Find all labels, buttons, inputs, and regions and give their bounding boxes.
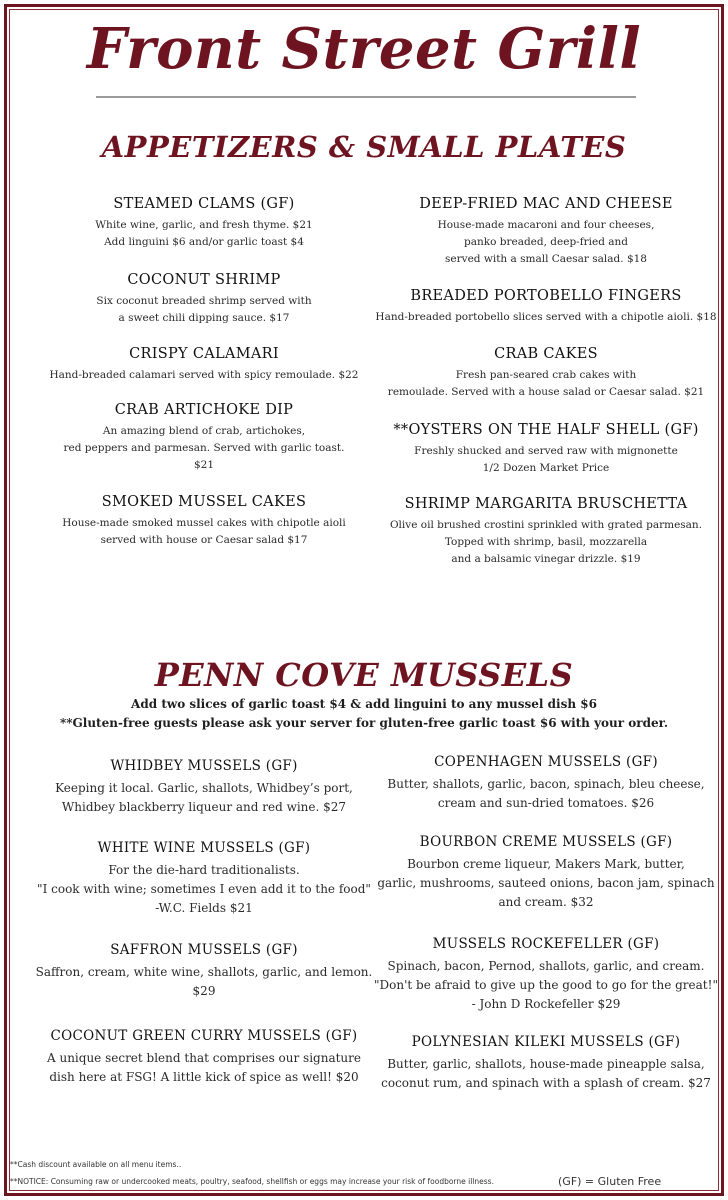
item-description — [366, 443, 726, 477]
desc-line: Butter, garlic, shallots, house-made pineapple salsa, — [387, 1057, 705, 1071]
menu-item — [24, 1028, 384, 1087]
gluten-free-key: (GF) = Gluten Free — [558, 1175, 662, 1188]
desc-line: and cream. $32 — [498, 895, 594, 909]
desc-line: garlic, mushrooms, sauteed onions, bacon jam, spinach — [377, 876, 715, 890]
desc-line: $29 — [192, 984, 216, 998]
desc-line: An amazing blend of crab, artichokes, — [102, 425, 306, 437]
item-name: BREADED PORTOBELLO FINGERS — [410, 288, 682, 304]
menu-item — [366, 196, 726, 268]
desc-line: Saffron, cream, white wine, shallots, garlic, and lemon. — [35, 965, 373, 979]
menu-item — [366, 346, 726, 401]
item-name: SAFFRON MUSSELS (GF) — [110, 942, 298, 958]
desc-line: 1/2 Dozen Market Price — [482, 462, 610, 474]
desc-line: Topped with shrimp, basil, mozzarella — [444, 536, 648, 548]
gluten-free-note: **Gluten-free guests please ask your server for gluten-free garlic toast $6 with your order. — [59, 716, 669, 730]
menu-item — [366, 936, 726, 1014]
item-description — [24, 423, 384, 474]
desc-line: "Don't be afraid to give up the good to go for the great!" — [374, 978, 718, 992]
desc-line: Olive oil brushed crostini sprinkled with grated parmesan. — [389, 519, 703, 531]
title-divider — [96, 96, 636, 98]
item-name: SMOKED MUSSEL CAKES — [101, 494, 307, 510]
menu-item — [24, 272, 384, 327]
desc-line: Six coconut breaded shrimp served with — [96, 295, 312, 307]
item-description — [366, 957, 726, 1014]
item-name: STEAMED CLAMS (GF) — [113, 196, 295, 212]
menu-item — [24, 494, 384, 549]
item-description — [24, 515, 384, 549]
mussels-right-column — [366, 754, 726, 1094]
item-name: WHITE WINE MUSSELS (GF) — [97, 840, 311, 856]
desc-line: Spinach, bacon, Pernod, shallots, garlic, and cream. — [387, 959, 705, 973]
item-description — [24, 861, 384, 918]
mussels-heading: PENN COVE MUSSELS — [154, 656, 574, 694]
menu-item — [24, 758, 384, 817]
item-description — [24, 293, 384, 327]
desc-line: panko breaded, deep-fried and — [463, 236, 628, 248]
appetizers-right-column — [366, 196, 726, 576]
appetizers-left-column — [24, 196, 384, 576]
item-name: CRAB CAKES — [494, 346, 598, 362]
desc-line: red peppers and parmesan. Served with garlic toast. — [63, 442, 345, 454]
desc-line: Fresh pan-seared crab cakes with — [455, 369, 637, 381]
item-name: **OYSTERS ON THE HALF SHELL (GF) — [393, 422, 699, 438]
appetizers-heading: APPETIZERS & SMALL PLATES — [101, 130, 627, 164]
cash-discount-note: **Cash discount available on all menu items.. — [10, 1160, 182, 1169]
desc-line: House-made smoked mussel cakes with chipotle aioli — [62, 517, 346, 529]
desc-line: Butter, shallots, garlic, bacon, spinach, bleu cheese, — [387, 777, 705, 791]
menu-item — [366, 1034, 726, 1093]
menu-item — [24, 196, 384, 251]
item-description — [24, 217, 384, 251]
item-name: SHRIMP MARGARITA BRUSCHETTA — [404, 496, 688, 512]
menu-item — [366, 496, 726, 568]
item-description — [24, 963, 384, 1001]
item-description — [366, 367, 726, 401]
item-name: CRISPY CALAMARI — [129, 346, 279, 362]
desc-line: "I cook with wine; sometimes I even add it to the food" — [37, 882, 371, 896]
item-description — [366, 217, 726, 268]
desc-line: House-made macaroni and four cheeses, — [437, 219, 655, 231]
item-name: COCONUT GREEN CURRY MUSSELS (GF) — [50, 1028, 358, 1044]
desc-line: Whidbey blackberry liqueur and red wine. $27 — [61, 800, 347, 814]
desc-line: dish here at FSG! A little kick of spice as well! $20 — [49, 1070, 359, 1084]
menu-item — [24, 840, 384, 918]
restaurant-name: Front Street Grill — [86, 16, 642, 82]
mussels-notes — [0, 695, 728, 733]
desc-line: Hand-breaded calamari served with spicy remoulade. $22 — [49, 369, 359, 381]
desc-line: For the die-hard traditionalists. — [108, 863, 300, 877]
item-description — [24, 779, 384, 817]
desc-line: a sweet chili dipping sauce. $17 — [118, 312, 290, 324]
menu-item — [366, 422, 726, 477]
desc-line: cream and sun-dried tomatoes. $26 — [437, 796, 655, 810]
item-name: POLYNESIAN KILEKI MUSSELS (GF) — [411, 1034, 681, 1050]
item-name: COCONUT SHRIMP — [127, 272, 281, 288]
item-description — [366, 855, 726, 912]
desc-line: White wine, garlic, and fresh thyme. $21 — [95, 219, 313, 231]
menu-item — [366, 754, 726, 813]
desc-line: coconut rum, and spinach with a splash of cream. $27 — [381, 1076, 711, 1090]
item-name: BOURBON CREME MUSSELS (GF) — [419, 834, 673, 850]
item-description — [366, 1055, 726, 1093]
menu-item — [366, 834, 726, 912]
desc-line: and a balsamic vinegar drizzle. $19 — [451, 553, 641, 565]
desc-line: Hand-breaded portobello slices served with a chipotle aioli. $18 — [375, 311, 717, 323]
desc-line: served with house or Caesar salad $17 — [100, 534, 308, 546]
item-name: MUSSELS ROCKEFELLER (GF) — [432, 936, 660, 952]
desc-line: A unique secret blend that comprises our signature — [46, 1051, 361, 1065]
desc-line: $21 — [193, 459, 215, 471]
item-description — [24, 367, 384, 384]
desc-line: Bourbon creme liqueur, Makers Mark, butter, — [407, 857, 685, 871]
desc-line: remoulade. Served with a house salad or Caesar salad. $21 — [387, 386, 705, 398]
menu-item — [24, 402, 384, 474]
desc-line: Freshly shucked and served raw with mignonette — [414, 445, 678, 457]
item-description — [366, 517, 726, 568]
item-name: CRAB ARTICHOKE DIP — [114, 402, 294, 418]
desc-line: Keeping it local. Garlic, shallots, Whidbey’s port, — [55, 781, 353, 795]
foodborne-notice: **NOTICE: Consuming raw or undercooked meats, poultry, seafood, shellfish or eggs may increase your risk of foodborne illness. — [10, 1177, 494, 1186]
item-name: WHIDBEY MUSSELS (GF) — [110, 758, 298, 774]
desc-line: served with a small Caesar salad. $18 — [445, 253, 647, 265]
desc-line: Add linguini $6 and/or garlic toast $4 — [104, 236, 304, 248]
item-name: COPENHAGEN MUSSELS (GF) — [434, 754, 658, 770]
menu-item — [366, 288, 726, 326]
item-description — [366, 775, 726, 813]
menu-item — [24, 346, 384, 384]
menu-item — [24, 942, 384, 1001]
item-name: DEEP-FRIED MAC AND CHEESE — [419, 196, 673, 212]
desc-line: -W.C. Fields $21 — [155, 901, 253, 915]
item-description — [24, 1049, 384, 1087]
mussels-left-column — [24, 758, 384, 1098]
item-description — [366, 309, 726, 326]
mussels-addon-note: Add two slices of garlic toast $4 & add linguini to any mussel dish $6 — [131, 697, 597, 711]
desc-line: - John D Rockefeller $29 — [471, 997, 621, 1011]
